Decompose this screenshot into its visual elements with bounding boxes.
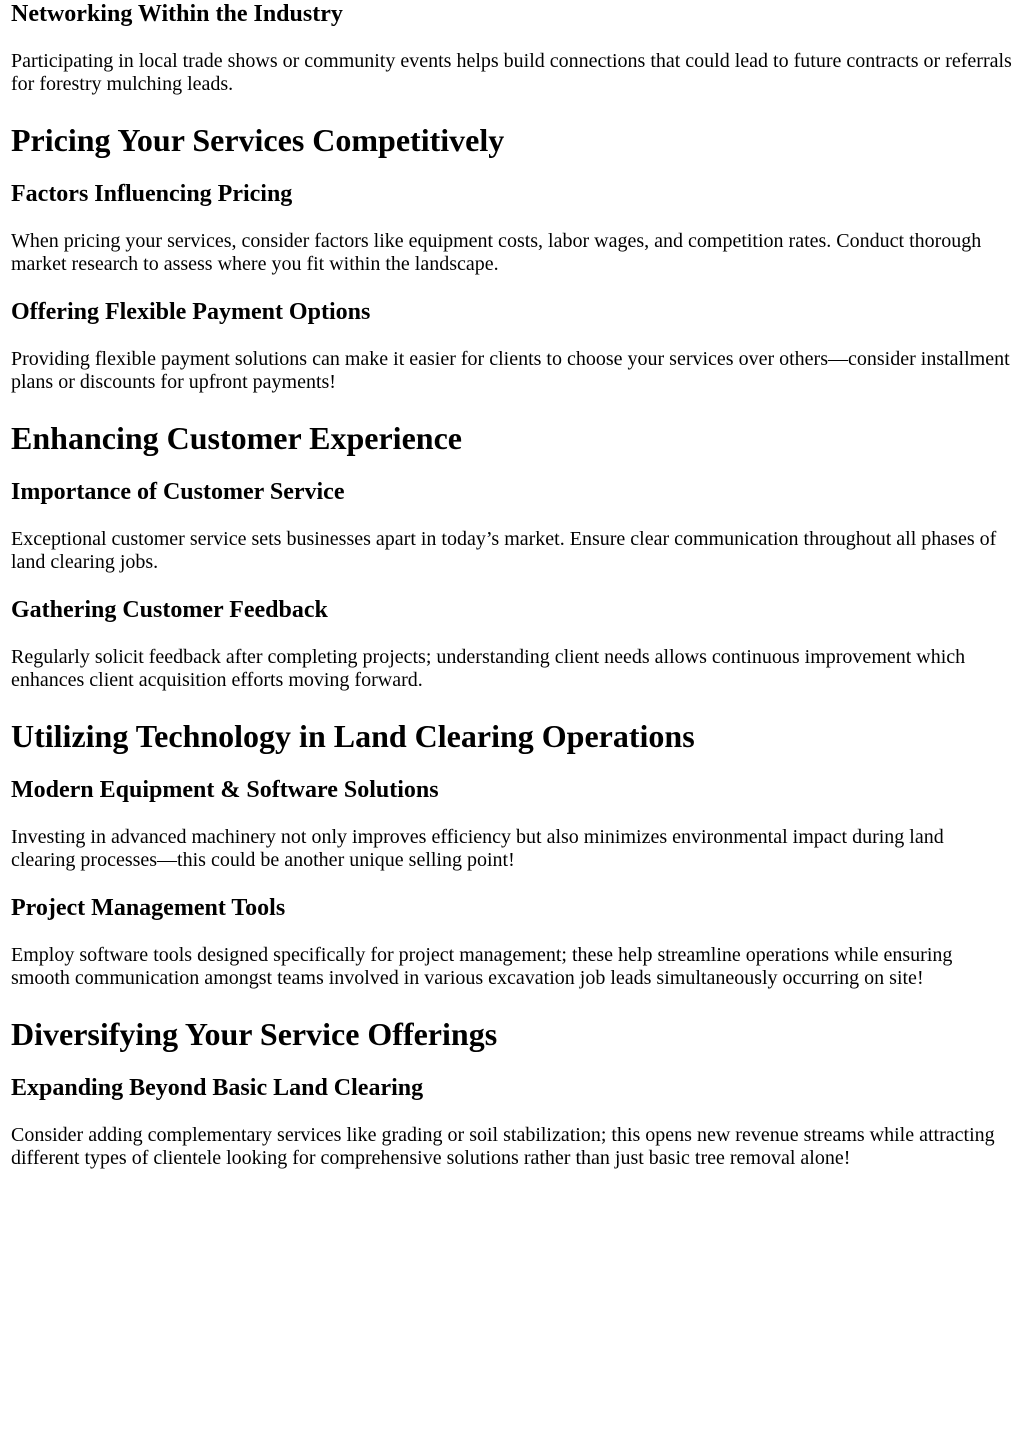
section-heading: Pricing Your Services Competitively <box>11 122 505 158</box>
section-heading: Utilizing Technology in Land Clearing Operations <box>11 718 695 754</box>
paragraph: Investing in advanced machinery not only improves efficiency but also minimizes environmental impact during land clearing processes—this could be another unique selling point! <box>11 826 944 871</box>
paragraph: Participating in local trade shows or community events helps build connections that could lead to future contracts or referrals for forestry mulching leads. <box>11 50 1012 95</box>
subsection-heading: Importance of Customer Service <box>11 479 345 505</box>
paragraph: Regularly solicit feedback after completing projects; understanding client needs allows continuous improvement which enhances client acquisition efforts moving forward. <box>11 646 966 691</box>
paragraph: Employ software tools designed specifically for project management; these help streamline operations while ensuring smooth communication amongst teams involved in various excavation job leads simultaneously occurring on site! <box>11 944 953 989</box>
subsection-heading: Offering Flexible Payment Options <box>11 299 371 325</box>
subsection-heading: Project Management Tools <box>11 895 286 921</box>
section-heading: Enhancing Customer Experience <box>11 420 462 456</box>
section-heading: Diversifying Your Service Offerings <box>11 1016 498 1052</box>
paragraph: When pricing your services, consider factors like equipment costs, labor wages, and competition rates. Conduct thorough market research to assess where you fit within the landscape. <box>11 230 982 275</box>
subsection-heading: Gathering Customer Feedback <box>11 597 328 623</box>
paragraph: Consider adding complementary services like grading or soil stabilization; this opens new revenue streams while attracting different types of clientele looking for comprehensive solutions rather than just basic tree removal alone! <box>11 1124 995 1169</box>
paragraph: Exceptional customer service sets businesses apart in today’s market. Ensure clear communication throughout all phases of land clearing jobs. <box>11 528 997 573</box>
subsection-heading: Modern Equipment & Software Solutions <box>11 777 439 803</box>
paragraph: Providing flexible payment solutions can make it easier for clients to choose your services over others—consider installment plans or discounts for upfront payments! <box>11 348 1010 393</box>
subsection-heading: Networking Within the Industry <box>11 1 343 27</box>
subsection-heading: Factors Influencing Pricing <box>11 181 293 207</box>
subsection-heading: Expanding Beyond Basic Land Clearing <box>11 1075 424 1101</box>
